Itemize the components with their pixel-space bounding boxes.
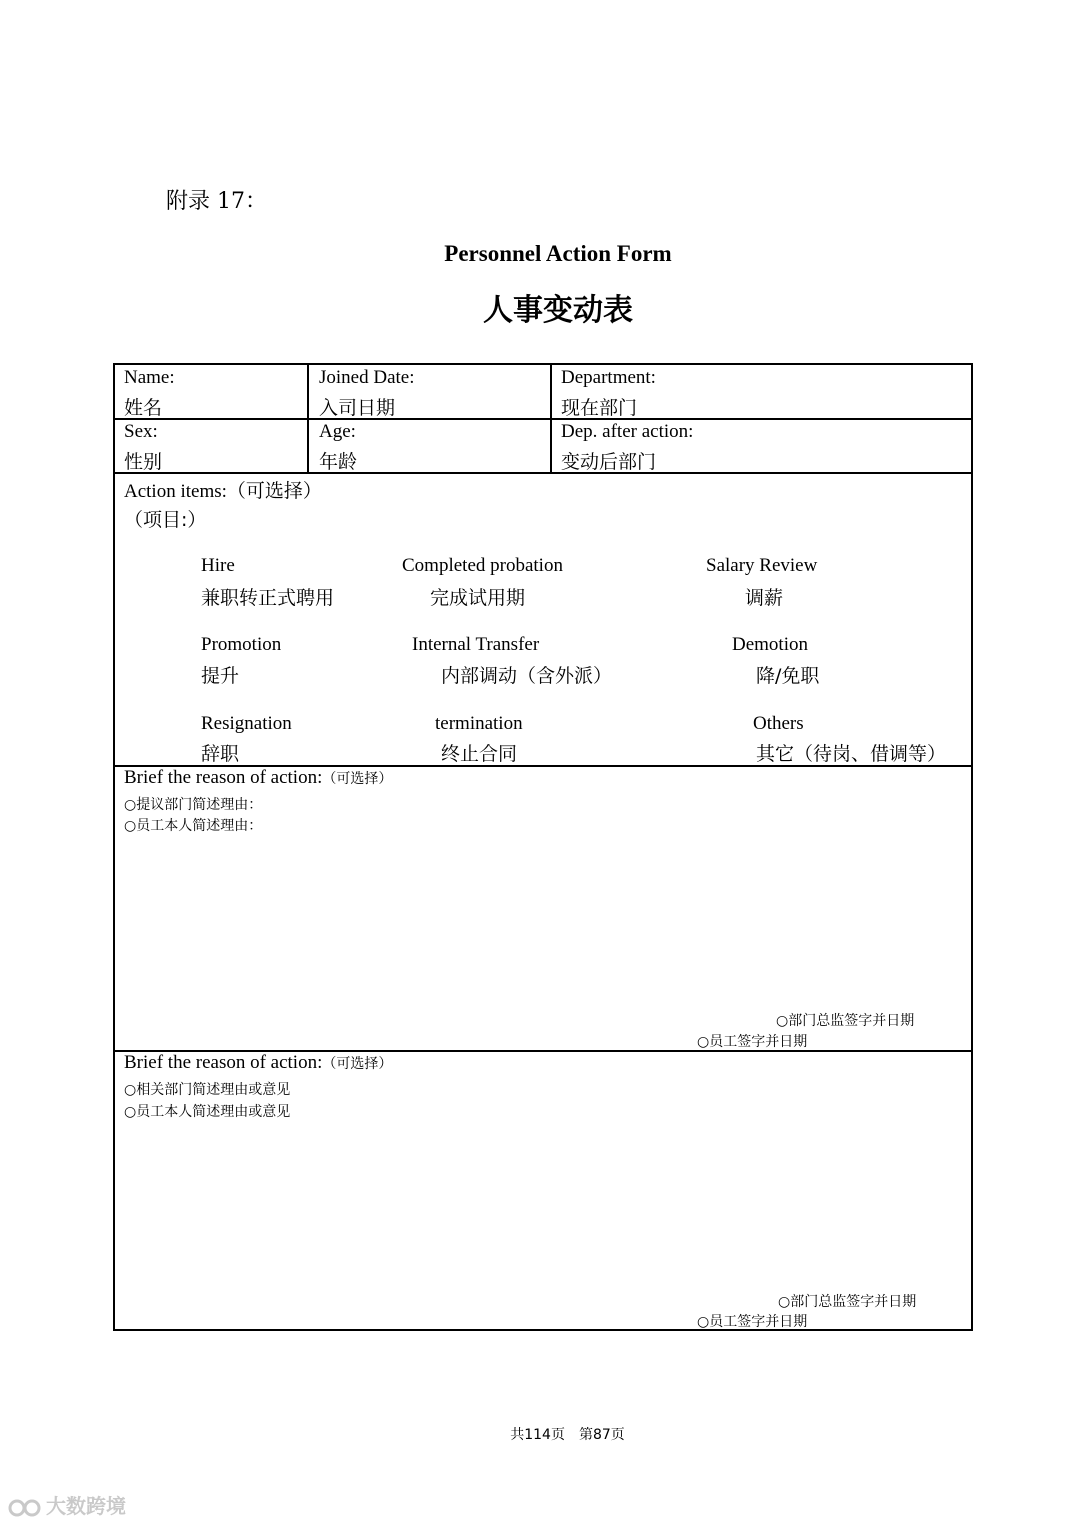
action-items-sub-label: （项目:）: [124, 509, 207, 531]
action-option-cn: 其它（待岗、借调等）: [756, 743, 947, 765]
action-items-label: Action items:（可选择）: [124, 481, 322, 502]
column-divider: [307, 365, 309, 472]
reason-label: [124, 1052, 392, 1074]
department-label-en: Department:: [561, 367, 656, 388]
action-option-en: Demotion: [732, 634, 808, 655]
reason-optional: （可选择）: [322, 1056, 393, 1072]
form-title-en: Personnel Action Form: [444, 241, 672, 266]
action-option-en: Internal Transfer: [412, 634, 540, 655]
personnel-action-form: [113, 363, 973, 1331]
action-option-en: Others: [753, 713, 804, 734]
employee-signature-date[interactable]: ○员工签字并日期: [697, 1034, 808, 1050]
reason-optional: （可选择）: [322, 771, 393, 787]
name-label-en: Name:: [124, 367, 175, 388]
watermark-logo-icon: [8, 1497, 42, 1519]
page-footer: 共114页 第87页: [510, 1427, 625, 1443]
action-option-en: Resignation: [201, 713, 292, 734]
reason-line-employee-opinion[interactable]: ○员工本人简述理由或意见: [124, 1104, 291, 1120]
dep-after-label-cn: 变动后部门: [561, 451, 657, 473]
action-option-cn: 调薪: [745, 587, 784, 609]
department-label-cn: 现在部门: [561, 397, 638, 419]
age-label-cn: 年龄: [319, 451, 358, 473]
reason-line-proposing-dept[interactable]: ○提议部门简述理由：: [124, 797, 263, 813]
action-option-en: Salary Review: [706, 555, 818, 576]
watermark-text: 大数跨境: [46, 1494, 126, 1518]
appendix-label: 附录 17：: [166, 189, 267, 214]
reason-label: [124, 767, 392, 789]
action-option-en: Completed probation: [402, 555, 563, 576]
action-option-cn: 辞职: [201, 743, 240, 765]
sex-label-cn: 性别: [124, 451, 163, 473]
joined-date-label-en: Joined Date:: [319, 367, 415, 388]
employee-signature-date[interactable]: ○员工签字并日期: [697, 1314, 808, 1330]
name-label-cn: 姓名: [124, 397, 163, 419]
action-option-cn: 兼职转正式聘用: [201, 587, 335, 609]
action-option-cn: 完成试用期: [430, 587, 526, 609]
action-option-cn: 终止合同: [441, 743, 518, 765]
reason-line-related-dept[interactable]: ○相关部门简述理由或意见: [124, 1082, 291, 1098]
age-label-en: Age:: [319, 421, 356, 442]
action-option-cn: 提升: [201, 665, 240, 687]
dep-after-label-en: Dep. after action:: [561, 421, 694, 442]
reason-label-en: Brief the reason of action:: [124, 1052, 323, 1073]
action-option-cn: 降/免职: [756, 665, 820, 687]
director-signature-date[interactable]: ○部门总监签字并日期: [778, 1294, 917, 1310]
row-divider: [115, 472, 971, 474]
column-divider: [550, 365, 552, 472]
joined-date-label-cn: 入司日期: [319, 397, 396, 419]
action-option-cn: 内部调动（含外派）: [441, 665, 613, 687]
action-option-en: Promotion: [201, 634, 282, 655]
action-option-en: termination: [435, 713, 523, 734]
sex-label-en: Sex:: [124, 421, 158, 442]
watermark: [8, 1490, 126, 1519]
reason-line-employee[interactable]: ○员工本人简述理由：: [124, 818, 263, 834]
reason-label-en: Brief the reason of action:: [124, 767, 323, 788]
row-divider: [115, 418, 971, 420]
action-option-en: Hire: [201, 555, 235, 576]
director-signature-date[interactable]: ○部门总监签字并日期: [776, 1013, 915, 1029]
form-title-cn: 人事变动表: [483, 293, 633, 328]
